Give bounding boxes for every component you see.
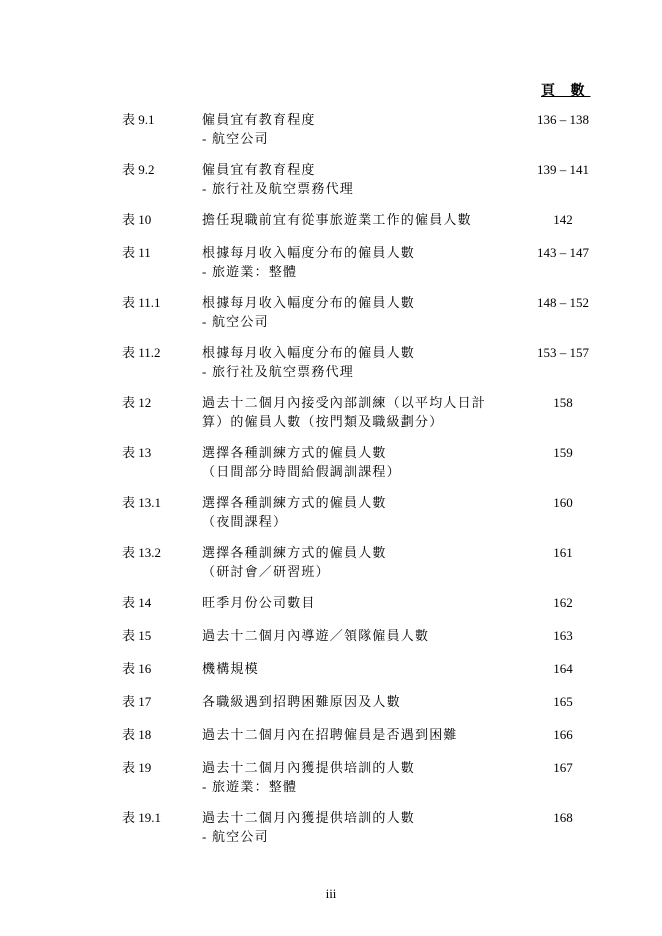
description-line: （日間部分時間給假調訓課程） <box>202 464 401 479</box>
description-line: 僱員宜有教育程度 <box>202 112 316 127</box>
page-range: 164 <box>553 661 573 676</box>
description-line: - 航空公司 <box>202 131 269 146</box>
description-line: 過去十二個月內接受內部訓練（以平均人日計 <box>202 395 487 410</box>
table-label: 表 16 <box>122 661 152 676</box>
page-range: 148 – 152 <box>537 295 589 310</box>
description-line: - 旅遊業：整體 <box>202 264 298 279</box>
table-description <box>202 493 532 531</box>
page-range: 168 <box>553 810 573 825</box>
table-description <box>202 659 532 678</box>
table-description <box>202 293 532 331</box>
page-range: 166 <box>553 727 573 742</box>
page-range: 159 <box>553 445 573 460</box>
table-label: 表 14 <box>122 595 152 610</box>
table-label: 表 12 <box>122 395 152 410</box>
description-line: - 航空公司 <box>202 314 269 329</box>
description-line: - 旅行社及航空票務代理 <box>202 364 354 379</box>
table-label: 表 15 <box>122 628 152 643</box>
table-label: 表 18 <box>122 727 152 742</box>
description-line: 擔任現職前宜有從事旅遊業工作的僱員人數 <box>202 212 472 227</box>
table-label: 表 13 <box>122 445 152 460</box>
table-label: 表 11.1 <box>122 295 161 310</box>
table-label: 表 13.1 <box>122 495 162 510</box>
page-range: 142 <box>553 212 573 227</box>
table-description <box>202 692 532 711</box>
page-range: 160 <box>553 495 573 510</box>
table-label: 表 17 <box>122 694 152 709</box>
description-line: （夜間課程） <box>202 514 288 529</box>
description-line: - 航空公司 <box>202 829 269 844</box>
page-range: 161 <box>553 545 573 560</box>
description-line: 根據每月收入幅度分布的僱員人數 <box>202 345 416 360</box>
page-range: 158 <box>553 395 573 410</box>
table-description <box>202 210 532 229</box>
page-range: 153 – 157 <box>537 345 589 360</box>
description-line: 過去十二個月內獲提供培訓的人數 <box>202 760 416 775</box>
description-line: 算）的僱員人數（按門類及職級劃分） <box>202 414 444 429</box>
description-line: 根據每月收入幅度分布的僱員人數 <box>202 245 416 260</box>
table-label: 表 19.1 <box>122 810 162 825</box>
description-line: 根據每月收入幅度分布的僱員人數 <box>202 295 416 310</box>
table-label: 表 11.2 <box>122 345 161 360</box>
description-line: 各職級遇到招聘困難原因及人數 <box>202 694 401 709</box>
table-description <box>202 593 532 612</box>
page-range: 167 <box>553 760 573 775</box>
description-line: - 旅遊業：整體 <box>202 779 298 794</box>
page-range: 165 <box>553 694 573 709</box>
table-description <box>202 393 532 431</box>
table-label: 表 9.1 <box>122 112 155 127</box>
description-line: 選擇各種訓練方式的僱員人數 <box>202 445 387 460</box>
description-line: 選擇各種訓練方式的僱員人數 <box>202 495 387 510</box>
table-label: 表 9.2 <box>122 162 155 177</box>
description-line: - 旅行社及航空票務代理 <box>202 181 354 196</box>
description-line: 過去十二個月內導遊／領隊僱員人數 <box>202 628 430 643</box>
table-label: 表 13.2 <box>122 545 162 560</box>
description-line: 僱員宜有教育程度 <box>202 162 316 177</box>
table-description <box>202 808 532 846</box>
table-label: 表 19 <box>122 760 152 775</box>
table-description <box>202 758 532 796</box>
table-description <box>202 626 532 645</box>
page-range: 139 – 141 <box>537 162 589 177</box>
page-range: 163 <box>553 628 573 643</box>
page-number: iii <box>325 886 337 901</box>
description-line: 過去十二個月內獲提供培訓的人數 <box>202 810 416 825</box>
description-line: 過去十二個月內在招聘僱員是否遇到困難 <box>202 727 458 742</box>
table-description <box>202 243 532 281</box>
table-description <box>202 110 532 148</box>
page-column-header: 頁 數 <box>541 84 591 99</box>
description-line: 選擇各種訓練方式的僱員人數 <box>202 545 387 560</box>
table-label: 表 10 <box>122 212 152 227</box>
table-description <box>202 443 532 481</box>
table-description <box>202 343 532 381</box>
description-line: 機構規模 <box>202 661 259 676</box>
table-description <box>202 543 532 581</box>
description-line: 旺季月份公司數目 <box>202 595 316 610</box>
page-range: 162 <box>553 595 573 610</box>
description-line: （研討會／研習班） <box>202 564 330 579</box>
table-description <box>202 160 532 198</box>
page-range: 136 – 138 <box>537 112 589 127</box>
table-label: 表 11 <box>122 245 151 260</box>
page-range: 143 – 147 <box>537 245 589 260</box>
table-description <box>202 725 532 744</box>
